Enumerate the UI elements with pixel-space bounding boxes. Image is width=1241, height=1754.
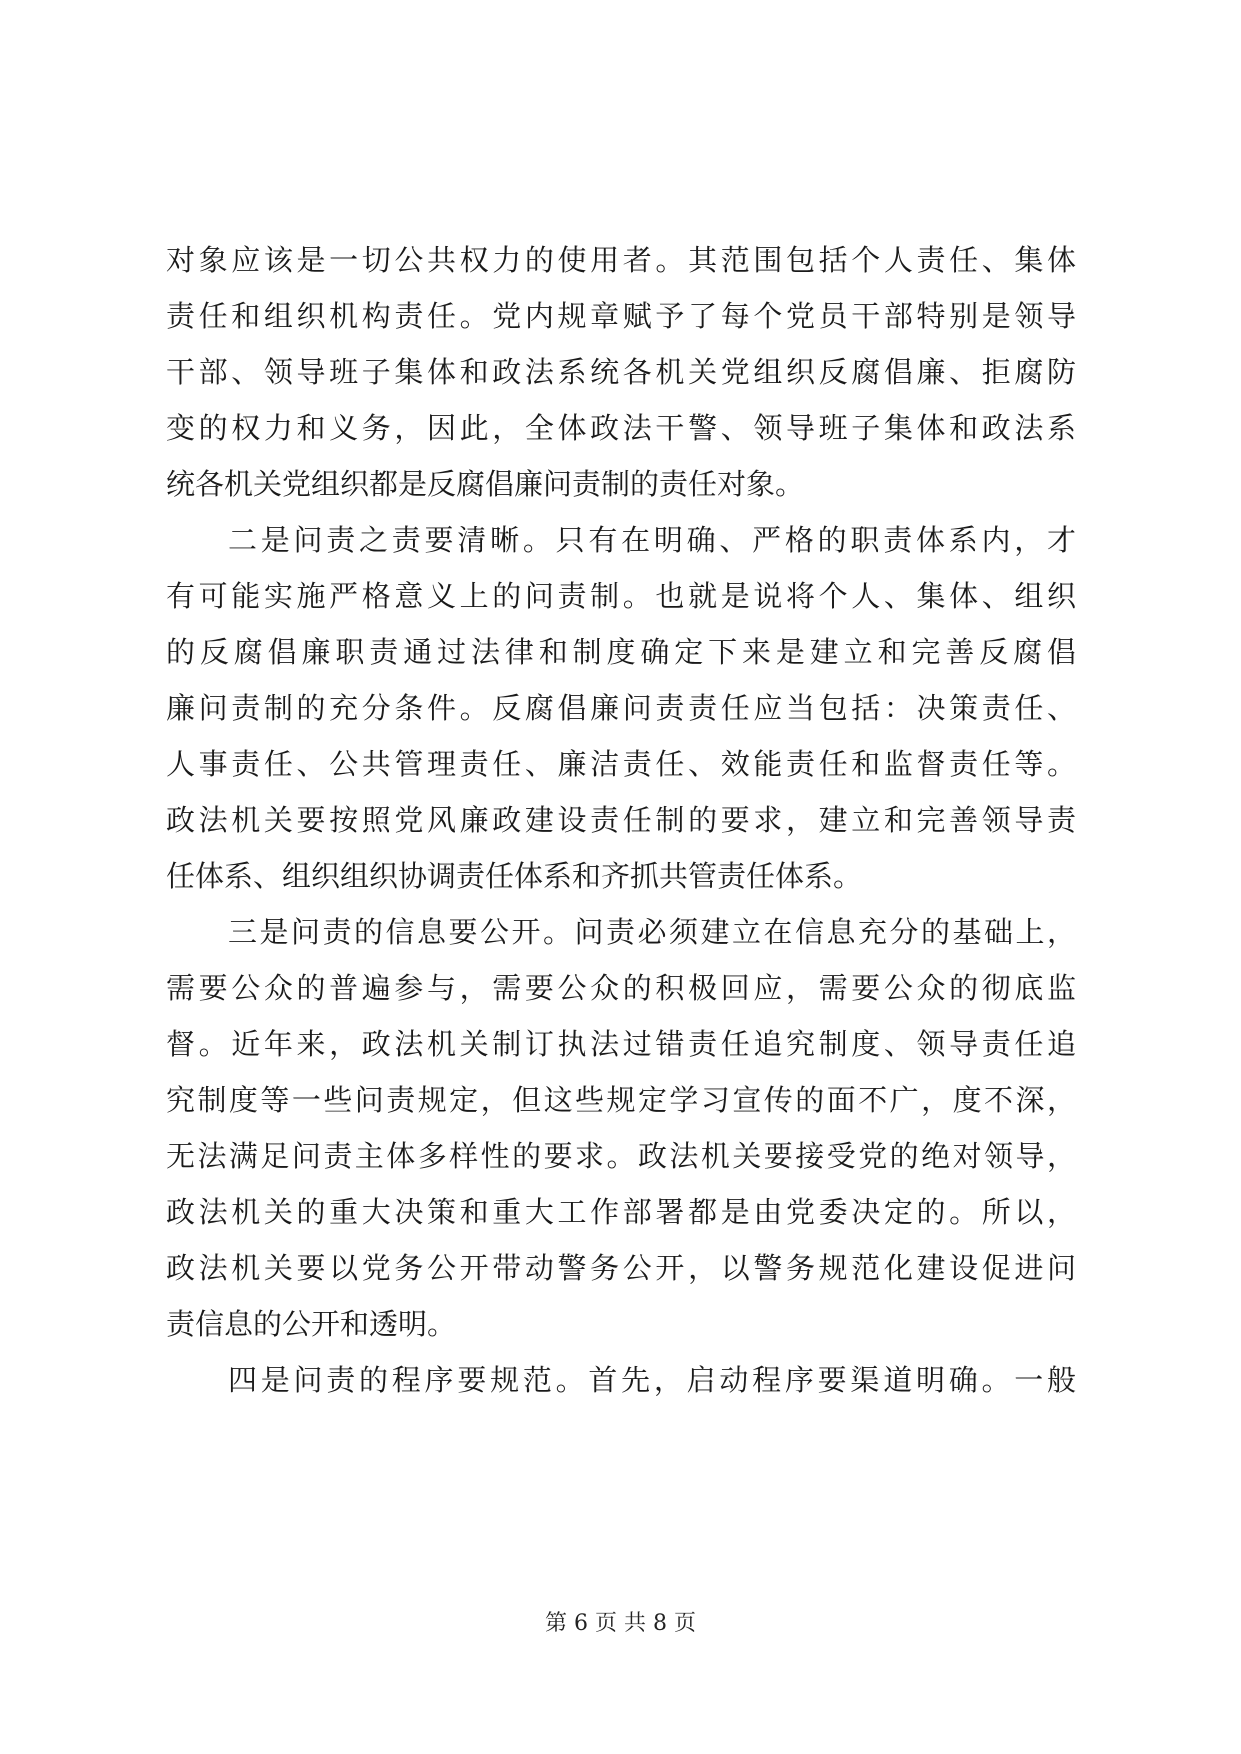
text-line: 对象应该是一切公共权力的使用者。其范围包括个人责任、集体 — [166, 243, 1076, 277]
paragraph — [166, 1352, 1076, 1408]
text-line: 无法满足问责主体多样性的要求。政法机关要接受党的绝对领导， — [166, 1139, 1076, 1173]
text-line: 四是问责的程序要规范。首先，启动程序要渠道明确。一般 — [228, 1363, 1076, 1397]
text-line: 干部、领导班子集体和政法系统各机关党组织反腐倡廉、拒腐防 — [166, 355, 1076, 389]
text-line: 变的权力和义务，因此，全体政法干警、领导班子集体和政法系 — [166, 411, 1076, 445]
text-line: 三是问责的信息要公开。问责必须建立在信息充分的基础上， — [228, 915, 1076, 949]
paragraph — [166, 512, 1076, 904]
text-line: 政法机关的重大决策和重大工作部署都是由党委决定的。所以， — [166, 1195, 1076, 1229]
text-line: 究制度等一些问责规定，但这些规定学习宣传的面不广，度不深， — [166, 1083, 1076, 1117]
text-line: 政法机关要按照党风廉政建设责任制的要求，建立和完善领导责 — [166, 803, 1076, 837]
text-line: 政法机关要以党务公开带动警务公开，以警务规范化建设促进问 — [166, 1251, 1076, 1285]
text-line: 人事责任、公共管理责任、廉洁责任、效能责任和监督责任等。 — [166, 747, 1076, 781]
body-text — [166, 232, 1076, 1408]
paragraph — [166, 904, 1076, 1352]
paragraph — [166, 232, 1076, 512]
text-line: 有可能实施严格意义上的问责制。也就是说将个人、集体、组织 — [166, 579, 1076, 613]
text-line: 的反腐倡廉职责通过法律和制度确定下来是建立和完善反腐倡 — [166, 635, 1076, 669]
text-line: 责任和组织机构责任。党内规章赋予了每个党员干部特别是领导 — [166, 299, 1076, 333]
text-line: 二是问责之责要清晰。只有在明确、严格的职责体系内，才 — [228, 523, 1076, 557]
text-line: 责信息的公开和透明。 — [166, 1307, 457, 1341]
page-footer: 第 6 页 共 8 页 — [545, 1611, 696, 1636]
text-line: 廉问责制的充分条件。反腐倡廉问责责任应当包括：决策责任、 — [166, 691, 1076, 725]
text-line: 统各机关党组织都是反腐倡廉问责制的责任对象。 — [166, 467, 805, 501]
text-line: 任体系、组织组织协调责任体系和齐抓共管责任体系。 — [166, 859, 863, 893]
text-line: 需要公众的普遍参与，需要公众的积极回应，需要公众的彻底监 — [166, 971, 1076, 1005]
text-line: 督。近年来，政法机关制订执法过错责任追究制度、领导责任追 — [166, 1027, 1076, 1061]
